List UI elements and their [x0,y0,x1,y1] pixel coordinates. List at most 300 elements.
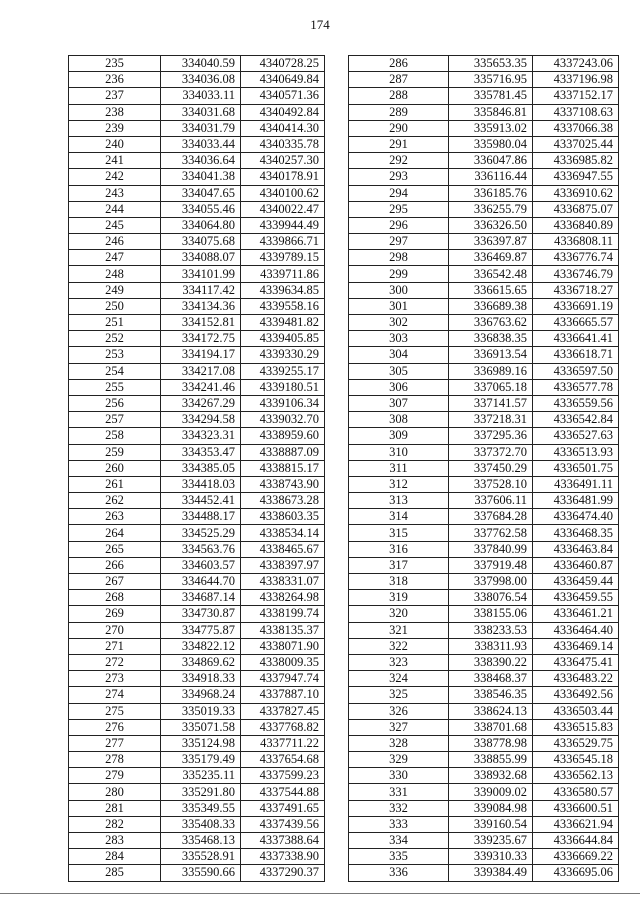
y-coordinate-cell: 4339330.29 [241,347,325,363]
y-coordinate-cell: 4339558.16 [241,298,325,314]
point-number-cell: 306 [349,379,449,395]
point-number-cell: 336 [349,865,449,881]
point-number-cell: 271 [69,638,161,654]
table-row [349,185,619,201]
y-coordinate-cell: 4336529.75 [533,735,619,751]
point-number-cell: 315 [349,525,449,541]
point-number-cell: 334 [349,833,449,849]
table-row [69,120,325,136]
table-row [349,622,619,638]
point-number-cell: 252 [69,331,161,347]
point-number-cell: 303 [349,331,449,347]
point-number-cell: 257 [69,412,161,428]
point-number-cell: 282 [69,816,161,832]
y-coordinate-cell: 4337338.90 [241,849,325,865]
table-row [69,638,325,654]
y-coordinate-cell: 4336600.51 [533,800,619,816]
y-coordinate-cell: 4340571.36 [241,88,325,104]
point-number-cell: 235 [69,56,161,72]
x-coordinate-cell: 335528.91 [161,849,241,865]
x-coordinate-cell: 336838.35 [449,331,533,347]
x-coordinate-cell: 334294.58 [161,412,241,428]
table-row [69,784,325,800]
table-row [349,266,619,282]
y-coordinate-cell: 4336644.84 [533,833,619,849]
table-row [349,298,619,314]
point-number-cell: 297 [349,234,449,250]
x-coordinate-cell: 338778.98 [449,735,533,751]
point-number-cell: 260 [69,460,161,476]
table-row [69,525,325,541]
point-number-cell: 335 [349,849,449,865]
x-coordinate-cell: 334194.17 [161,347,241,363]
point-number-cell: 273 [69,671,161,687]
point-number-cell: 264 [69,525,161,541]
table-row [69,331,325,347]
point-number-cell: 289 [349,104,449,120]
point-number-cell: 287 [349,72,449,88]
point-number-cell: 301 [349,298,449,314]
x-coordinate-cell: 339084.98 [449,800,533,816]
x-coordinate-cell: 334644.70 [161,574,241,590]
x-coordinate-cell: 335846.81 [449,104,533,120]
point-number-cell: 319 [349,590,449,606]
table-row [69,315,325,331]
table-row [69,363,325,379]
table-row [349,217,619,233]
x-coordinate-cell: 338155.06 [449,606,533,622]
point-number-cell: 280 [69,784,161,800]
x-coordinate-cell: 338076.54 [449,590,533,606]
table-row [349,735,619,751]
y-coordinate-cell: 4337544.88 [241,784,325,800]
x-coordinate-cell: 334323.31 [161,428,241,444]
table-row [69,266,325,282]
y-coordinate-cell: 4337947.74 [241,671,325,687]
table-row [69,476,325,492]
table-row [349,476,619,492]
point-number-cell: 316 [349,541,449,557]
table-row [349,460,619,476]
y-coordinate-cell: 4339106.34 [241,395,325,411]
table-row [69,153,325,169]
y-coordinate-cell: 4339711.86 [241,266,325,282]
table-row [349,363,619,379]
x-coordinate-cell: 336116.44 [449,169,533,185]
point-number-cell: 248 [69,266,161,282]
x-coordinate-cell: 337372.70 [449,444,533,460]
point-number-cell: 299 [349,266,449,282]
point-number-cell: 288 [349,88,449,104]
x-coordinate-cell: 339235.67 [449,833,533,849]
point-number-cell: 275 [69,703,161,719]
x-coordinate-cell: 336255.79 [449,201,533,217]
x-coordinate-cell: 334267.29 [161,395,241,411]
x-coordinate-cell: 337919.48 [449,557,533,573]
point-number-cell: 332 [349,800,449,816]
x-coordinate-cell: 336185.76 [449,185,533,201]
table-row [69,509,325,525]
point-number-cell: 278 [69,752,161,768]
point-number-cell: 313 [349,493,449,509]
table-row [349,687,619,703]
y-coordinate-cell: 4339180.51 [241,379,325,395]
point-number-cell: 270 [69,622,161,638]
table-row [69,169,325,185]
point-number-cell: 286 [349,56,449,72]
point-number-cell: 268 [69,590,161,606]
x-coordinate-cell: 336047.86 [449,153,533,169]
y-coordinate-cell: 4336492.56 [533,687,619,703]
point-number-cell: 307 [349,395,449,411]
point-number-cell: 329 [349,752,449,768]
table-row [349,201,619,217]
x-coordinate-cell: 336469.87 [449,250,533,266]
table-row [349,557,619,573]
y-coordinate-cell: 4340728.25 [241,56,325,72]
point-number-cell: 304 [349,347,449,363]
table-row [69,849,325,865]
table-row [69,104,325,120]
x-coordinate-cell: 334117.42 [161,282,241,298]
y-coordinate-cell: 4340100.62 [241,185,325,201]
x-coordinate-cell: 336913.54 [449,347,533,363]
y-coordinate-cell: 4336459.55 [533,590,619,606]
x-coordinate-cell: 335071.58 [161,719,241,735]
table-row [69,298,325,314]
point-number-cell: 267 [69,574,161,590]
x-coordinate-cell: 334172.75 [161,331,241,347]
x-coordinate-cell: 337684.28 [449,509,533,525]
x-coordinate-cell: 338546.35 [449,687,533,703]
table-row [69,719,325,735]
table-row [69,185,325,201]
table-row [69,622,325,638]
table-row [69,768,325,784]
x-coordinate-cell: 335781.45 [449,88,533,104]
point-number-cell: 328 [349,735,449,751]
point-number-cell: 333 [349,816,449,832]
table-row [349,250,619,266]
x-coordinate-cell: 334031.68 [161,104,241,120]
point-number-cell: 305 [349,363,449,379]
y-coordinate-cell: 4337887.10 [241,687,325,703]
table-row [349,784,619,800]
table-row [69,654,325,670]
table-row [349,816,619,832]
point-number-cell: 277 [69,735,161,751]
point-number-cell: 323 [349,654,449,670]
y-coordinate-cell: 4336460.87 [533,557,619,573]
x-coordinate-cell: 334241.46 [161,379,241,395]
x-coordinate-cell: 337528.10 [449,476,533,492]
point-number-cell: 293 [349,169,449,185]
table-row [349,638,619,654]
point-number-cell: 254 [69,363,161,379]
y-coordinate-cell: 4337066.38 [533,120,619,136]
y-coordinate-cell: 4338199.74 [241,606,325,622]
y-coordinate-cell: 4337439.56 [241,816,325,832]
y-coordinate-cell: 4336580.57 [533,784,619,800]
point-number-cell: 325 [349,687,449,703]
y-coordinate-cell: 4339255.17 [241,363,325,379]
table-row [69,735,325,751]
point-number-cell: 253 [69,347,161,363]
y-coordinate-cell: 4336910.62 [533,185,619,201]
point-number-cell: 242 [69,169,161,185]
y-coordinate-cell: 4340492.84 [241,104,325,120]
point-number-cell: 302 [349,315,449,331]
x-coordinate-cell: 334033.44 [161,136,241,152]
table-row [349,395,619,411]
point-number-cell: 327 [349,719,449,735]
y-coordinate-cell: 4337152.17 [533,88,619,104]
point-number-cell: 309 [349,428,449,444]
table-row [349,703,619,719]
point-number-cell: 241 [69,153,161,169]
y-coordinate-cell: 4336985.82 [533,153,619,169]
table-row [69,379,325,395]
x-coordinate-cell: 335590.66 [161,865,241,881]
table-row [349,315,619,331]
table-row [349,606,619,622]
x-coordinate-cell: 338468.37 [449,671,533,687]
point-number-cell: 326 [349,703,449,719]
x-coordinate-cell: 337218.31 [449,412,533,428]
y-coordinate-cell: 4338071.90 [241,638,325,654]
y-coordinate-cell: 4337768.82 [241,719,325,735]
point-number-cell: 269 [69,606,161,622]
x-coordinate-cell: 335913.02 [449,120,533,136]
x-coordinate-cell: 336326.50 [449,217,533,233]
y-coordinate-cell: 4336776.74 [533,250,619,266]
y-coordinate-cell: 4339634.85 [241,282,325,298]
table-row [69,444,325,460]
y-coordinate-cell: 4337491.65 [241,800,325,816]
x-coordinate-cell: 334488.17 [161,509,241,525]
point-number-cell: 294 [349,185,449,201]
point-number-cell: 243 [69,185,161,201]
y-coordinate-cell: 4336808.11 [533,234,619,250]
x-coordinate-cell: 334385.05 [161,460,241,476]
point-number-cell: 261 [69,476,161,492]
x-coordinate-cell: 335179.49 [161,752,241,768]
point-number-cell: 245 [69,217,161,233]
x-coordinate-cell: 334353.47 [161,444,241,460]
point-number-cell: 238 [69,104,161,120]
y-coordinate-cell: 4336691.19 [533,298,619,314]
x-coordinate-cell: 336397.87 [449,234,533,250]
y-coordinate-cell: 4336483.22 [533,671,619,687]
y-coordinate-cell: 4338465.67 [241,541,325,557]
y-coordinate-cell: 4336577.78 [533,379,619,395]
x-coordinate-cell: 338233.53 [449,622,533,638]
y-coordinate-cell: 4338397.97 [241,557,325,573]
x-coordinate-cell: 334452.41 [161,493,241,509]
x-coordinate-cell: 334040.59 [161,56,241,72]
x-coordinate-cell: 334041.38 [161,169,241,185]
table-row [349,347,619,363]
x-coordinate-cell: 336615.65 [449,282,533,298]
x-coordinate-cell: 337295.36 [449,428,533,444]
table-row [69,234,325,250]
point-number-cell: 237 [69,88,161,104]
y-coordinate-cell: 4339944.49 [241,217,325,233]
point-number-cell: 259 [69,444,161,460]
x-coordinate-cell: 334036.64 [161,153,241,169]
point-number-cell: 312 [349,476,449,492]
point-number-cell: 311 [349,460,449,476]
y-coordinate-cell: 4336468.35 [533,525,619,541]
x-coordinate-cell: 339384.49 [449,865,533,881]
x-coordinate-cell: 336689.38 [449,298,533,314]
table-row [349,88,619,104]
table-row [69,347,325,363]
table-row [349,833,619,849]
x-coordinate-cell: 334418.03 [161,476,241,492]
table-row [69,541,325,557]
y-coordinate-cell: 4336562.13 [533,768,619,784]
y-coordinate-cell: 4336695.06 [533,865,619,881]
x-coordinate-cell: 335124.98 [161,735,241,751]
x-coordinate-cell: 339160.54 [449,816,533,832]
y-coordinate-cell: 4337243.06 [533,56,619,72]
y-coordinate-cell: 4336503.44 [533,703,619,719]
table-row [349,719,619,735]
table-row [349,800,619,816]
y-coordinate-cell: 4337196.98 [533,72,619,88]
x-coordinate-cell: 334968.24 [161,687,241,703]
x-coordinate-cell: 334031.79 [161,120,241,136]
table-row [349,153,619,169]
y-coordinate-cell: 4340649.84 [241,72,325,88]
coordinates-table-right [348,55,619,882]
y-coordinate-cell: 4336840.89 [533,217,619,233]
point-number-cell: 330 [349,768,449,784]
point-number-cell: 244 [69,201,161,217]
table-row [69,217,325,233]
y-coordinate-cell: 4336464.40 [533,622,619,638]
x-coordinate-cell: 337840.99 [449,541,533,557]
point-number-cell: 266 [69,557,161,573]
x-coordinate-cell: 336989.16 [449,363,533,379]
y-coordinate-cell: 4336621.94 [533,816,619,832]
y-coordinate-cell: 4336481.99 [533,493,619,509]
y-coordinate-cell: 4336475.41 [533,654,619,670]
x-coordinate-cell: 335019.33 [161,703,241,719]
y-coordinate-cell: 4340335.78 [241,136,325,152]
x-coordinate-cell: 338311.93 [449,638,533,654]
x-coordinate-cell: 335235.11 [161,768,241,784]
x-coordinate-cell: 335468.13 [161,833,241,849]
point-number-cell: 310 [349,444,449,460]
x-coordinate-cell: 338932.68 [449,768,533,784]
point-number-cell: 291 [349,136,449,152]
y-coordinate-cell: 4337599.23 [241,768,325,784]
point-number-cell: 298 [349,250,449,266]
table-row [69,428,325,444]
x-coordinate-cell: 335653.35 [449,56,533,72]
x-coordinate-cell: 334033.11 [161,88,241,104]
table-row [69,800,325,816]
x-coordinate-cell: 334687.14 [161,590,241,606]
x-coordinate-cell: 337762.58 [449,525,533,541]
table-row [69,56,325,72]
point-number-cell: 251 [69,315,161,331]
y-coordinate-cell: 4339481.82 [241,315,325,331]
y-coordinate-cell: 4336545.18 [533,752,619,768]
table-row [69,833,325,849]
y-coordinate-cell: 4340022.47 [241,201,325,217]
x-coordinate-cell: 334047.65 [161,185,241,201]
table-row [349,671,619,687]
table-row [349,444,619,460]
table-row [69,395,325,411]
point-number-cell: 308 [349,412,449,428]
page-bottom-rule [0,893,640,894]
table-row [349,56,619,72]
x-coordinate-cell: 339009.02 [449,784,533,800]
y-coordinate-cell: 4336665.57 [533,315,619,331]
point-number-cell: 240 [69,136,161,152]
point-number-cell: 239 [69,120,161,136]
point-number-cell: 262 [69,493,161,509]
y-coordinate-cell: 4339032.70 [241,412,325,428]
point-number-cell: 279 [69,768,161,784]
table-row [69,687,325,703]
x-coordinate-cell: 338624.13 [449,703,533,719]
x-coordinate-cell: 337450.29 [449,460,533,476]
table-row [349,865,619,881]
table-row [69,574,325,590]
table-row [349,120,619,136]
point-number-cell: 258 [69,428,161,444]
y-coordinate-cell: 4338959.60 [241,428,325,444]
x-coordinate-cell: 337065.18 [449,379,533,395]
x-coordinate-cell: 337606.11 [449,493,533,509]
point-number-cell: 320 [349,606,449,622]
x-coordinate-cell: 335349.55 [161,800,241,816]
y-coordinate-cell: 4336474.40 [533,509,619,525]
table-row [349,590,619,606]
point-number-cell: 263 [69,509,161,525]
point-number-cell: 274 [69,687,161,703]
table-row [349,282,619,298]
table-row [69,816,325,832]
x-coordinate-cell: 334869.62 [161,654,241,670]
y-coordinate-cell: 4339866.71 [241,234,325,250]
y-coordinate-cell: 4337108.63 [533,104,619,120]
table-row [349,234,619,250]
table-row [69,557,325,573]
y-coordinate-cell: 4337827.45 [241,703,325,719]
y-coordinate-cell: 4336875.07 [533,201,619,217]
y-coordinate-cell: 4336461.21 [533,606,619,622]
point-number-cell: 249 [69,282,161,298]
coordinates-table-left [68,55,325,882]
y-coordinate-cell: 4338743.90 [241,476,325,492]
y-coordinate-cell: 4340257.30 [241,153,325,169]
table-row [349,574,619,590]
table-row [69,590,325,606]
y-coordinate-cell: 4336669.22 [533,849,619,865]
y-coordinate-cell: 4338331.07 [241,574,325,590]
table-row [349,768,619,784]
y-coordinate-cell: 4336491.11 [533,476,619,492]
point-number-cell: 250 [69,298,161,314]
y-coordinate-cell: 4336718.27 [533,282,619,298]
y-coordinate-cell: 4339405.85 [241,331,325,347]
